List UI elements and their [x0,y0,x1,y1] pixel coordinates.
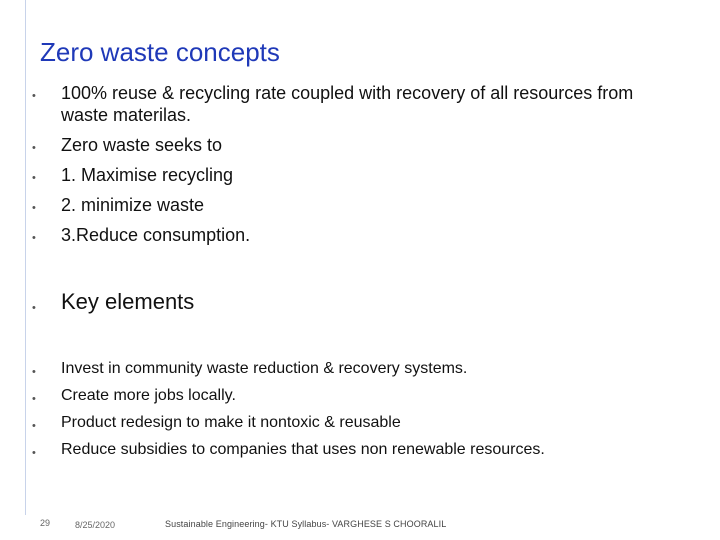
list-item [28,82,678,126]
intro-bullet-list [28,82,678,254]
list-item-text: 2. minimize waste [61,195,205,215]
bullet-icon: • [32,420,36,432]
list-item-text: 3.Reduce consumption. [61,225,251,245]
bullet-icon: • [32,302,36,314]
footer-date: 8/25/2020 [75,520,116,530]
section-heading-text: Key elements [61,289,195,314]
list-item-text: Invest in community waste reduction & recovery systems. [61,360,468,377]
bullet-icon: • [32,142,36,154]
list-item [28,194,678,216]
list-item [28,134,678,156]
list-item [28,359,678,379]
section-heading [28,289,194,315]
list-item-text: Zero waste seeks to [61,135,223,155]
list-item-text: Reduce subsidies to companies that uses non renewable resources. [61,441,545,458]
left-border-rule [25,0,26,515]
bullet-icon: • [32,172,36,184]
slide-title: Zero waste concepts [40,37,280,67]
bullet-icon: • [32,232,36,244]
list-item-text: Create more jobs locally. [61,387,236,404]
list-item [28,413,678,433]
bullet-icon: • [32,393,36,405]
bullet-icon: • [32,90,36,102]
list-item [28,440,678,460]
list-item-text: 1. Maximise recycling [61,165,234,185]
bullet-icon: • [32,447,36,459]
list-item-text: 100% reuse & recycling rate coupled with recovery of all resources from waste materilas. [61,83,634,125]
list-item [28,386,678,406]
list-item-text: Product redesign to make it nontoxic & reusable [61,414,401,431]
bullet-icon: • [32,366,36,378]
list-item [28,164,678,186]
bullet-icon: • [32,202,36,214]
list-item [28,224,678,246]
slide-number: 29 [40,518,51,528]
footer-text: Sustainable Engineering- KTU Syllabus- VARGHESE S CHOORALIL [165,519,447,529]
key-elements-list [28,359,678,467]
section-heading-list [28,289,194,315]
